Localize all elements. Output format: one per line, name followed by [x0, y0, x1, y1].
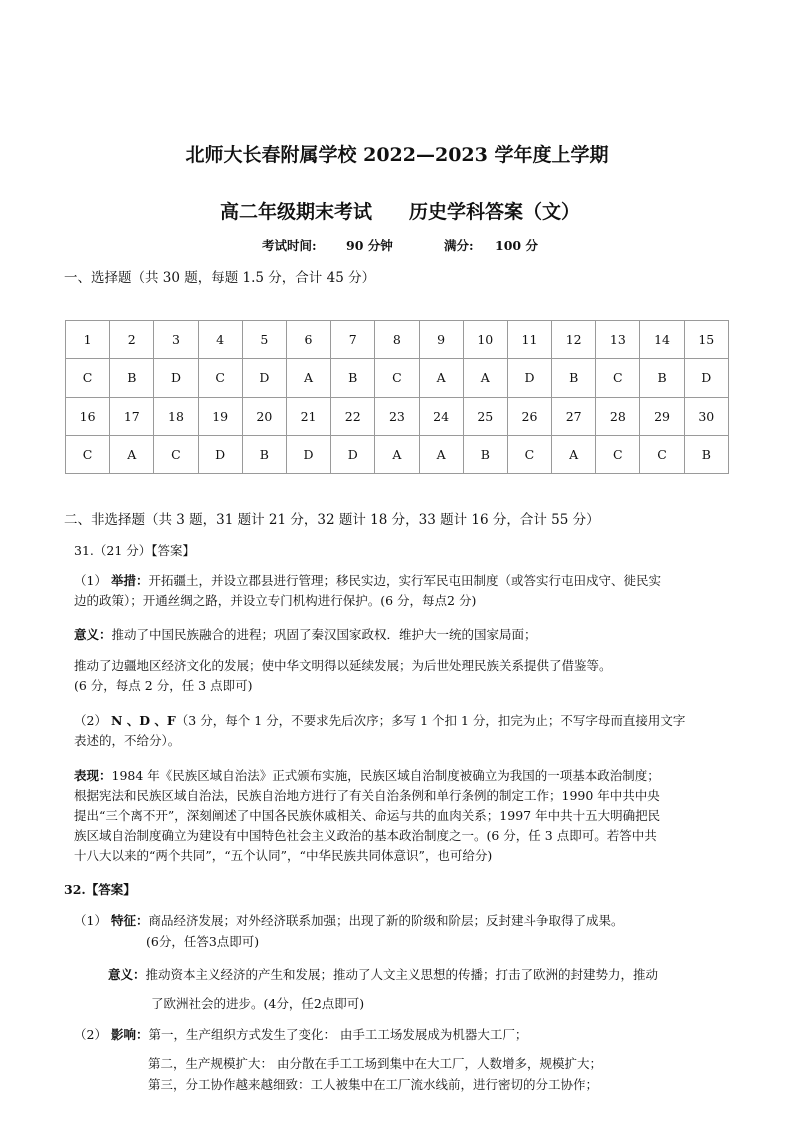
question-number-cell: 6 — [286, 321, 330, 359]
q31-part2-number: （2） — [74, 713, 107, 728]
question-number-cell: 23 — [375, 397, 419, 435]
answer-cell: D — [154, 359, 198, 397]
exam-time-label: 考试时间: — [262, 238, 317, 253]
question-number-cell: 8 — [375, 321, 419, 359]
exam-time-value: 90 分钟 — [346, 238, 393, 253]
answer-cell: C — [66, 435, 110, 473]
answer-cell: A — [419, 435, 463, 473]
answer-cell: D — [242, 359, 286, 397]
question-number-cell: 13 — [596, 321, 640, 359]
q32-heading: 32.【答案】 — [64, 882, 136, 897]
q31-measures-label: 举措： — [110, 573, 149, 588]
q31-measures-text: 开拓疆土，并设立郡县进行管理；移民实边，实行军民屯田制度（或答实行屯田戍守、徙民实 — [148, 573, 661, 588]
q32-significance-line1 — [108, 965, 658, 983]
answer-cell: D — [684, 359, 728, 397]
q31-part1-line2: 边的政策）；开通丝绸之路，并设立专门机构进行保护。(6 分，每点2 分) — [74, 593, 477, 608]
full-score-value: 100 分 — [495, 238, 538, 253]
q31-performance-line4: 族区域自治制度确立为建设有中国特色社会主义政治的基本政治制度之一。(6 分，任 3 点即可。若答中共 — [74, 828, 657, 843]
q31-performance-line5: 十八大以来的“两个共同”，“五个认同”，“中华民族共同体意识”，也可给分) — [74, 848, 493, 863]
answer-cell: C — [66, 359, 110, 397]
q31-part1-number: （1） — [74, 573, 107, 588]
q31-part2-line2: 表述的，不给分）。 — [74, 733, 181, 748]
answer-cell: B — [463, 435, 507, 473]
question-number-cell: 9 — [419, 321, 463, 359]
q32-significance-label: 意义： — [108, 967, 146, 982]
answer-row — [66, 435, 729, 473]
answer-cell: A — [286, 359, 330, 397]
q32-impact-text1: 第一，生产组织方式发生了变化： 由手工工场发展成为机器大工厂； — [148, 1027, 528, 1042]
answer-cell: C — [198, 359, 242, 397]
subject-title: 历史学科答案（文） — [409, 201, 581, 223]
question-number-cell: 4 — [198, 321, 242, 359]
question-number-cell: 19 — [198, 397, 242, 435]
q31-performance-label: 表现： — [74, 768, 112, 783]
answer-row — [66, 359, 729, 397]
answer-cell: C — [596, 359, 640, 397]
answer-cell: B — [640, 359, 684, 397]
question-number-cell: 3 — [154, 321, 198, 359]
answer-cell: D — [198, 435, 242, 473]
question-number-cell: 2 — [110, 321, 154, 359]
q32-significance-line2: 了欧洲社会的进步。(4分，任2点即可) — [151, 996, 365, 1011]
answer-cell: A — [110, 435, 154, 473]
q32-significance-text: 推动资本主义经济的产生和发展；推动了人文主义思想的传播；打击了欧洲的封建势力，推动 — [145, 967, 659, 982]
question-number-cell: 1 — [66, 321, 110, 359]
q31-part2-letters: N 、D 、F — [110, 713, 176, 728]
q31-performance-line2: 根据宪法和民族区域自治法，民族自治地方进行了有关自治条例和单行条例的制定工作；1990 年中共中央 — [74, 788, 660, 803]
question-number-cell: 26 — [507, 397, 551, 435]
question-number-cell: 22 — [331, 397, 375, 435]
answer-cell: A — [375, 435, 419, 473]
answer-cell: C — [375, 359, 419, 397]
answer-cell: D — [507, 359, 551, 397]
question-number-cell: 7 — [331, 321, 375, 359]
section2-heading: 二、非选择题（共 3 题，31 题计 21 分，32 题计 18 分，33 题计 16 分，合计 55 分） — [64, 512, 600, 528]
question-number-cell: 29 — [640, 397, 684, 435]
q32-impact-line3: 第三，分工协作越来越细致：工人被集中在工厂流水线前，进行密切的分工协作； — [148, 1077, 599, 1092]
answer-cell: B — [331, 359, 375, 397]
question-number-cell: 5 — [242, 321, 286, 359]
question-number-row — [66, 397, 729, 435]
question-number-cell: 18 — [154, 397, 198, 435]
full-score-label: 满分: — [444, 238, 474, 253]
q31-part2-text: （3 分，每个 1 分，不要求先后次序；多写 1 个扣 1 分，扣完为止；不写字母而直接用文字 — [175, 713, 686, 728]
answer-cell: C — [640, 435, 684, 473]
q31-performance-line1 — [74, 766, 660, 784]
answer-cell: C — [507, 435, 551, 473]
q32-part1-number: （1） — [74, 913, 107, 928]
answer-table — [65, 320, 729, 474]
answer-cell: D — [331, 435, 375, 473]
question-number-cell: 24 — [419, 397, 463, 435]
answer-cell: C — [154, 435, 198, 473]
section1-heading: 一、选择题（共 30 题，每题 1.5 分，合计 45 分） — [64, 270, 376, 286]
school-title: 北师大长春附属学校 2022—2023 学年度上学期 — [185, 144, 609, 166]
question-number-cell: 17 — [110, 397, 154, 435]
question-number-cell: 28 — [596, 397, 640, 435]
q32-impact-label: 影响： — [110, 1027, 149, 1042]
q31-part2-line1 — [74, 711, 685, 729]
q32-impact-line2: 第二，生产规模扩大： 由分散在手工工场到集中在大工厂，人数增多，规模扩大； — [148, 1056, 602, 1071]
question-number-cell: 20 — [242, 397, 286, 435]
q32-part1-line1 — [74, 911, 623, 929]
q32-features-text: 商品经济发展；对外经济联系加强；出现了新的阶级和阶层；反封建斗争取得了成果。 — [148, 913, 624, 928]
answer-cell: B — [552, 359, 596, 397]
question-number-cell: 25 — [463, 397, 507, 435]
q31-performance-text1: 1984 年《民族区域自治法》正式颁布实施，民族区域自治制度被确立为我国的一项基本政治制度； — [111, 768, 660, 783]
q31-performance-line3: 提出“三个离不开”，深刻阐述了中国各民族休戚相关、命运与共的血肉关系；1997 年中共十五大明确把民 — [74, 808, 661, 823]
q31-significance-score: (6 分，每点 2 分，任 3 点即可) — [74, 678, 253, 693]
question-number-cell: 16 — [66, 397, 110, 435]
question-number-cell: 15 — [684, 321, 728, 359]
answer-cell: A — [552, 435, 596, 473]
answer-cell: B — [684, 435, 728, 473]
question-number-cell: 11 — [507, 321, 551, 359]
answer-cell: B — [110, 359, 154, 397]
q31-significance-line2: 推动了边疆地区经济文化的发展；使中华文明得以延续发展；为后世处理民族关系提供了借鉴等。 — [74, 658, 612, 673]
question-number-cell: 30 — [684, 397, 728, 435]
q32-features-label: 特征： — [110, 913, 149, 928]
question-number-cell: 27 — [552, 397, 596, 435]
answer-cell: A — [419, 359, 463, 397]
answer-cell: A — [463, 359, 507, 397]
q32-features-score: (6分，任答3点即可) — [146, 934, 260, 949]
exam-title: 高二年级期末考试 — [220, 201, 373, 223]
answer-cell: D — [286, 435, 330, 473]
q31-significance-text: 推动了中国民族融合的进程；巩固了秦汉国家政权．维护大一统的国家局面； — [111, 627, 537, 642]
answer-cell: B — [242, 435, 286, 473]
q32-part2-number: （2） — [74, 1027, 107, 1042]
question-number-cell: 12 — [552, 321, 596, 359]
q31-significance-label: 意义： — [74, 627, 112, 642]
q31-heading: 31.（21 分）【答案】 — [74, 543, 196, 558]
answer-cell: C — [596, 435, 640, 473]
q31-significance-line — [74, 625, 537, 643]
q31-part1-line1 — [74, 571, 661, 589]
question-number-row — [66, 321, 729, 359]
q32-part2-line1 — [74, 1025, 527, 1043]
question-number-cell: 21 — [286, 397, 330, 435]
question-number-cell: 10 — [463, 321, 507, 359]
question-number-cell: 14 — [640, 321, 684, 359]
